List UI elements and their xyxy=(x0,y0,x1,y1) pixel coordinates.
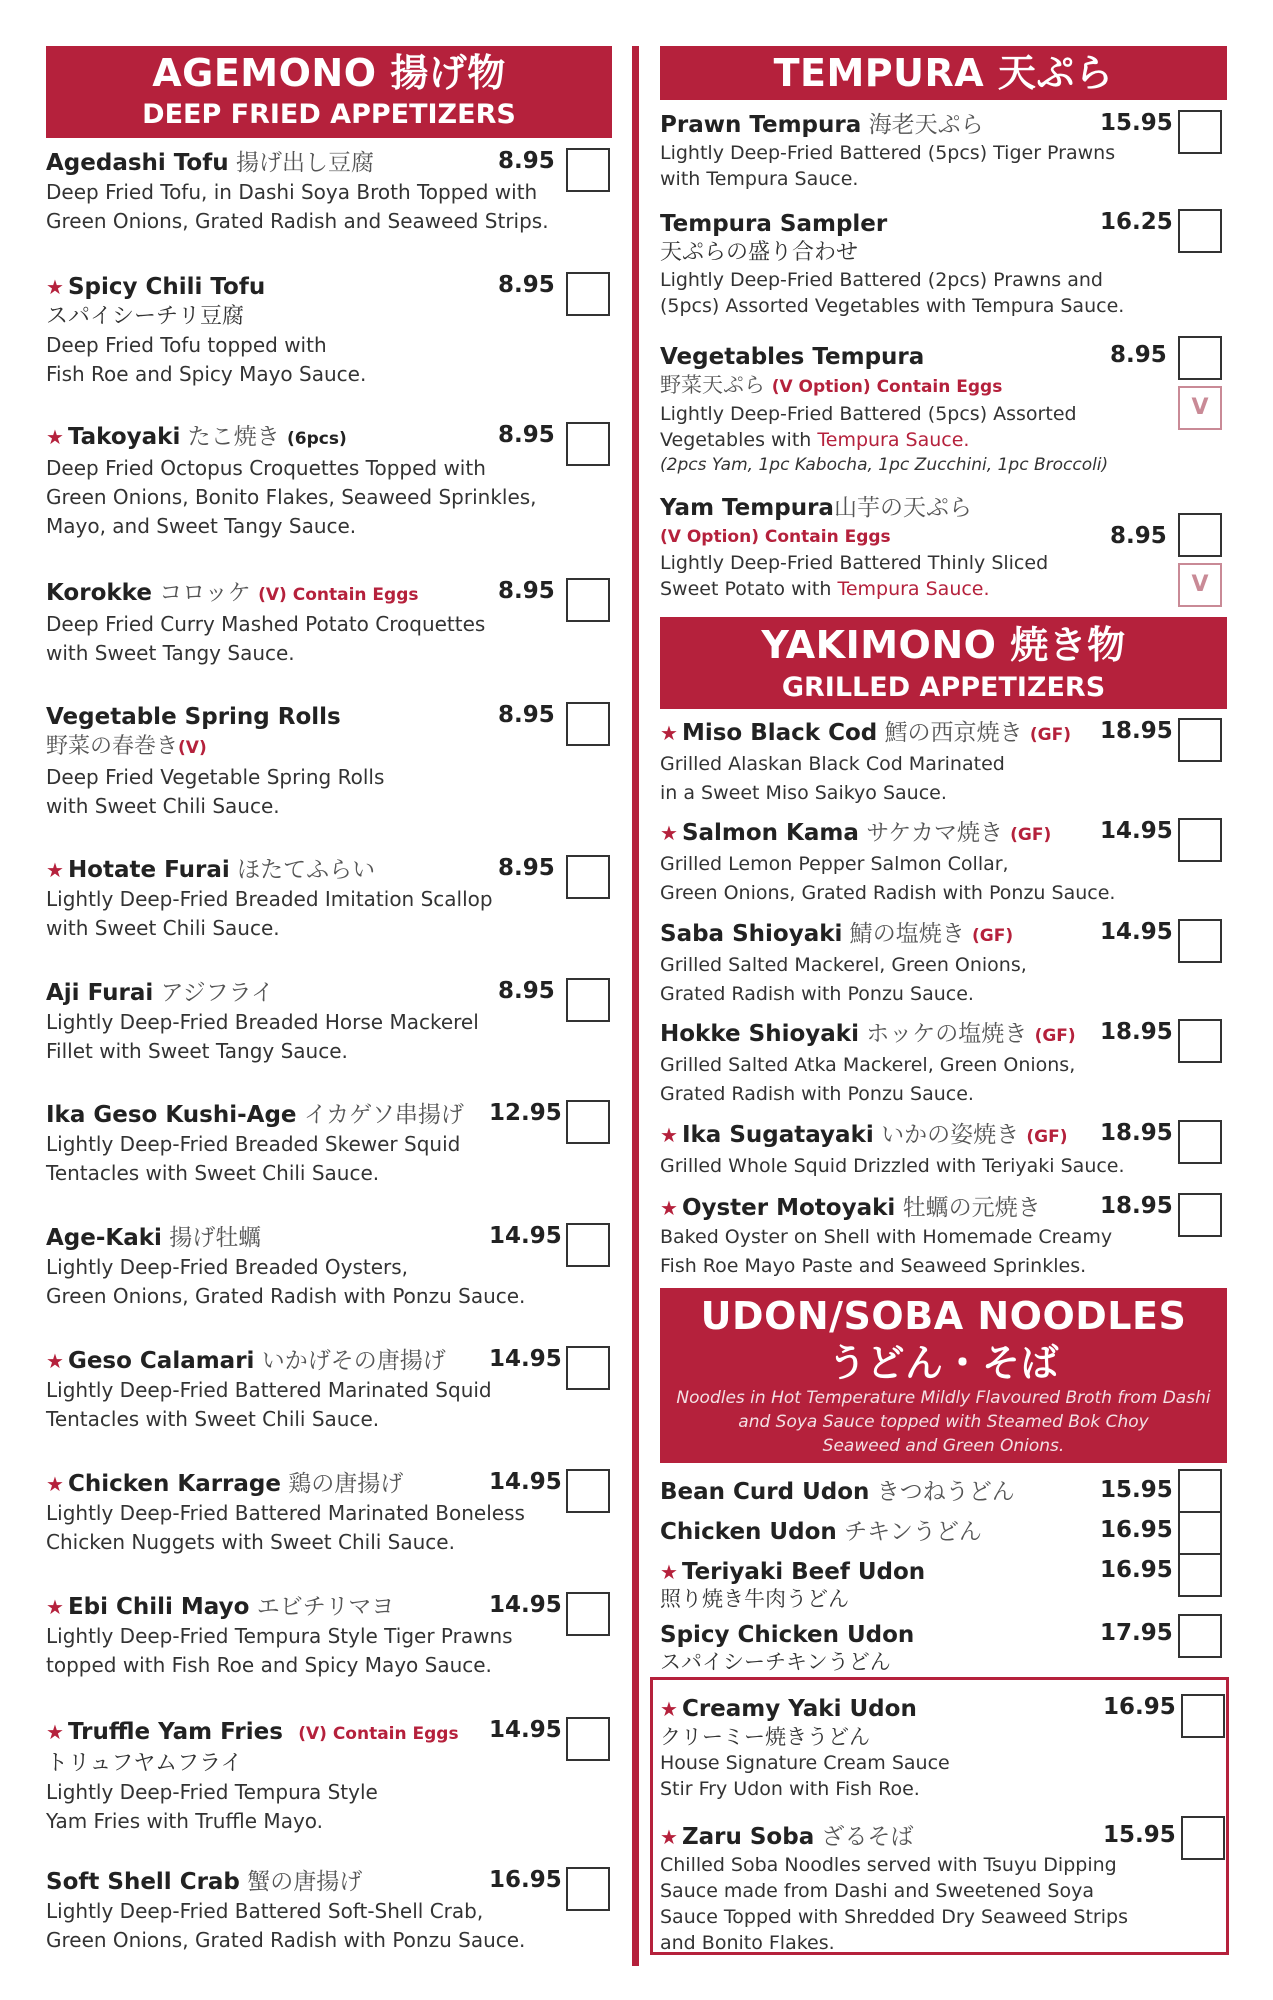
item-description: Tentacles with Sweet Chili Sauce. xyxy=(46,1407,380,1431)
menu-item-vegetables-tempura xyxy=(660,342,1227,477)
item-description: Lightly Deep-Fried Battered Marinated Boneless xyxy=(46,1501,525,1525)
item-name: Soft Shell Crab xyxy=(46,1869,240,1895)
item-price: 8.95 xyxy=(498,978,555,1004)
item-name: Tempura Sampler xyxy=(660,211,888,237)
item-price: 14.95 xyxy=(489,1717,562,1743)
item-description: Sauce made from Dashi and Sweetened Soya xyxy=(660,1880,1094,1902)
item-price: 15.95 xyxy=(1100,1477,1173,1503)
item-description: Deep Fried Tofu, in Dashi Soya Broth Topped with xyxy=(46,180,538,204)
item-name: Creamy Yaki Udon xyxy=(681,1696,917,1722)
udon-banner xyxy=(660,1288,1227,1463)
star-icon: ★ xyxy=(46,1349,64,1373)
order-checkbox[interactable] xyxy=(566,702,610,746)
item-name: Vegetables Tempura xyxy=(660,344,925,370)
item-jp-name: 蟹の唐揚げ xyxy=(247,1869,363,1895)
menu-item-geso-calamari xyxy=(46,1346,612,1434)
item-description: Green Onions, Grated Radish and Seaweed Strips. xyxy=(46,209,549,233)
item-tag: (V) Contain Eggs xyxy=(298,1724,459,1744)
item-description: Fish Roe Mayo Paste and Seaweed Sprinkles. xyxy=(660,1255,1087,1277)
order-checkbox[interactable] xyxy=(566,578,610,622)
item-name: Miso Black Cod xyxy=(681,720,878,746)
item-jp-name: スパイシーチキンうどん xyxy=(660,1650,891,1674)
menu-item-korokke xyxy=(46,578,612,668)
item-price: 18.95 xyxy=(1100,1120,1173,1146)
item-name: Hotate Furai xyxy=(67,857,230,883)
item-description: Grated Radish with Ponzu Sauce. xyxy=(660,983,974,1005)
star-icon: ★ xyxy=(660,821,678,845)
order-checkbox[interactable] xyxy=(1178,1019,1222,1063)
menu-item-tempura-sampler xyxy=(660,209,1227,319)
item-price: 8.95 xyxy=(1110,523,1167,549)
item-price: 16.95 xyxy=(1100,1557,1173,1583)
item-name: Aji Furai xyxy=(46,980,154,1006)
item-jp-name: 鯖の塩焼き xyxy=(849,921,965,947)
item-jp-name: ざるそば xyxy=(821,1824,914,1850)
item-name: Geso Calamari xyxy=(67,1348,255,1374)
menu-item-spicy-chicken-udon xyxy=(660,1620,1227,1674)
item-description: with Sweet Chili Sauce. xyxy=(46,794,280,818)
item-name: Korokke xyxy=(46,580,152,606)
item-description: Stir Fry Udon with Fish Roe. xyxy=(660,1778,920,1800)
item-tag: (GF) xyxy=(1026,1127,1068,1147)
udon-description: Noodles in Hot Temperature Mildly Flavoured Broth from Dashi xyxy=(676,1388,1211,1408)
item-description: Deep Fried Curry Mashed Potato Croquettes xyxy=(46,612,486,636)
menu-item-ika-sugatayaki xyxy=(660,1120,1227,1181)
order-checkbox[interactable] xyxy=(566,272,610,316)
item-jp-name: イカゲソ串揚げ xyxy=(303,1102,464,1128)
menu-item-chicken-udon xyxy=(660,1517,1227,1547)
item-note: (2pcs Yam, 1pc Kabocha, 1pc Zucchini, 1pc Broccoli) xyxy=(660,455,1109,475)
item-description: with Sweet Tangy Sauce. xyxy=(46,641,295,665)
menu-item-ebi-chili-mayo xyxy=(46,1592,612,1680)
item-price: 14.95 xyxy=(489,1223,562,1249)
item-price: 14.95 xyxy=(1100,818,1173,844)
star-icon: ★ xyxy=(660,1825,678,1849)
item-jp-name: いかの姿焼き xyxy=(881,1122,1020,1148)
item-price: 8.95 xyxy=(498,148,555,174)
order-checkbox[interactable] xyxy=(1178,110,1222,154)
item-tag: (V Option) Contain Eggs xyxy=(660,527,891,547)
menu-item-salmon-kama xyxy=(660,818,1227,908)
item-name: Oyster Motoyaki xyxy=(681,1195,896,1221)
order-checkbox[interactable] xyxy=(1178,513,1222,557)
item-description: Sweet Potato with Tempura Sauce. xyxy=(660,578,990,600)
item-jp-name: コロッケ xyxy=(159,580,251,606)
item-name: Teriyaki Beef Udon xyxy=(681,1559,926,1585)
order-checkbox[interactable] xyxy=(566,1100,610,1144)
menu-item-teriyaki-beef-udon xyxy=(660,1557,1227,1611)
item-price: 16.95 xyxy=(489,1867,562,1893)
item-jp-name: 山芋の天ぷら xyxy=(833,495,972,521)
item-name: Agedashi Tofu xyxy=(46,150,229,176)
item-description: Lightly Deep-Fried Tempura Style xyxy=(46,1780,378,1804)
item-description: Lightly Deep-Fried Battered Soft-Shell Crab, xyxy=(46,1899,484,1923)
menu-item-hotate-furai xyxy=(46,855,612,943)
item-name: Saba Shioyaki xyxy=(660,921,843,947)
item-tag: (GF) xyxy=(1010,825,1052,845)
item-jp-name: 揚げ牡蠣 xyxy=(169,1225,262,1251)
item-price: 14.95 xyxy=(489,1592,562,1618)
order-checkbox[interactable] xyxy=(1178,818,1222,862)
item-description: Grated Radish with Ponzu Sauce. xyxy=(660,1083,974,1105)
item-jp-name: クリーミー焼きうどん xyxy=(660,1725,870,1749)
item-name: Prawn Tempura xyxy=(660,112,862,138)
item-description: Vegetables with Tempura Sauce. xyxy=(660,429,970,451)
item-jp-name: いかげその唐揚げ xyxy=(261,1348,446,1374)
item-description: Chicken Nuggets with Sweet Chili Sauce. xyxy=(46,1530,455,1554)
agemono-banner xyxy=(46,46,612,138)
item-name: Zaru Soba xyxy=(681,1824,815,1850)
star-icon: ★ xyxy=(46,858,64,882)
item-description: Grilled Salted Mackerel, Green Onions, xyxy=(660,954,1027,976)
item-description: Tentacles with Sweet Chili Sauce. xyxy=(46,1161,380,1185)
item-description: Deep Fried Vegetable Spring Rolls xyxy=(46,765,385,789)
item-jp-name: きつねうどん xyxy=(876,1479,1015,1505)
item-jp-name: トリュフヤムフライ xyxy=(46,1751,243,1776)
signature-noodles-frame xyxy=(650,1677,1229,1955)
column-divider xyxy=(632,46,639,1966)
item-name: Bean Curd Udon xyxy=(660,1479,870,1505)
item-price: 16.95 xyxy=(1103,1694,1176,1720)
menu-item-yam-tempura xyxy=(660,493,1227,602)
menu-item-age-kaki xyxy=(46,1223,612,1311)
item-jp-name: 鱈の西京焼き xyxy=(884,720,1023,746)
item-name: Hokke Shioyaki xyxy=(660,1021,859,1047)
menu-item-takoyaki xyxy=(46,422,612,541)
item-price: 17.95 xyxy=(1100,1620,1173,1646)
menu-item-soft-shell-crab xyxy=(46,1867,612,1955)
menu-item-bean-curd-udon xyxy=(660,1477,1227,1507)
item-jp-name: スパイシーチリ豆腐 xyxy=(46,304,245,329)
item-price: 8.95 xyxy=(1110,342,1167,368)
order-checkbox[interactable] xyxy=(1178,1120,1222,1164)
order-checkbox[interactable] xyxy=(1181,1694,1225,1738)
item-jp-name: 鶏の唐揚げ xyxy=(288,1471,404,1497)
udon-jp-title: うどん・そば xyxy=(827,1341,1059,1385)
udon-description: and Soya Sauce topped with Steamed Bok Choy xyxy=(738,1412,1149,1432)
item-description: Mayo, and Sweet Tangy Sauce. xyxy=(46,514,357,538)
item-price: 8.95 xyxy=(498,422,555,448)
item-name: Spicy Chili Tofu xyxy=(67,274,266,300)
item-price: 15.95 xyxy=(1100,110,1173,136)
item-name: Vegetable Spring Rolls xyxy=(46,704,341,730)
item-jp-name: たこ焼き xyxy=(187,424,280,450)
order-checkbox[interactable] xyxy=(1178,919,1222,963)
menu-item-hokke-shioyaki xyxy=(660,1019,1227,1109)
item-description: Green Onions, Grated Radish with Ponzu Sauce. xyxy=(46,1284,526,1308)
order-checkbox[interactable] xyxy=(1178,1553,1222,1597)
item-price: 14.95 xyxy=(489,1346,562,1372)
item-jp-name: 牡蠣の元焼き xyxy=(902,1195,1041,1221)
item-description: Grilled Whole Squid Drizzled with Teriyaki Sauce. xyxy=(660,1155,1125,1177)
item-description: Chilled Soba Noodles served with Tsuyu Dipping xyxy=(660,1854,1117,1876)
item-price: 18.95 xyxy=(1100,1193,1173,1219)
order-checkbox[interactable] xyxy=(1181,1816,1225,1860)
item-description: Lightly Deep-Fried Battered (2pcs) Prawns and xyxy=(660,269,1103,291)
udon-description: Seaweed and Green Onions. xyxy=(822,1436,1065,1456)
item-name: Salmon Kama xyxy=(681,820,859,846)
item-description: Green Onions, Bonito Flakes, Seaweed Sprinkles, xyxy=(46,485,537,509)
item-description: Deep Fried Octopus Croquettes Topped with xyxy=(46,456,486,480)
item-description: Yam Fries with Truffle Mayo. xyxy=(46,1809,324,1833)
star-icon: ★ xyxy=(660,1196,678,1220)
item-description: Lightly Deep-Fried Battered (5pcs) Assorted xyxy=(660,403,1077,425)
star-icon: ★ xyxy=(46,425,64,449)
item-price: 15.95 xyxy=(1103,1822,1176,1848)
order-checkbox[interactable] xyxy=(1178,209,1222,253)
menu-item-saba-shioyaki xyxy=(660,919,1227,1009)
menu-item-creamy-yaki-udon xyxy=(660,1694,1219,1802)
item-description: topped with Fish Roe and Spicy Mayo Sauce. xyxy=(46,1653,492,1677)
star-icon: ★ xyxy=(46,1472,64,1496)
item-description: Lightly Deep-Fried Breaded Horse Mackerel xyxy=(46,1010,479,1034)
order-checkbox[interactable] xyxy=(566,148,610,192)
order-checkbox[interactable] xyxy=(566,1592,610,1636)
order-checkbox[interactable] xyxy=(1178,336,1222,380)
order-checkbox[interactable] xyxy=(1178,1614,1222,1658)
item-description: Green Onions, Grated Radish with Ponzu Sauce. xyxy=(660,882,1116,904)
item-description: Lightly Deep-Fried Battered Thinly Sliced xyxy=(660,552,1049,574)
item-description: Deep Fried Tofu topped with xyxy=(46,333,327,357)
item-jp-name: エビチリマヨ xyxy=(256,1594,395,1620)
order-checkbox[interactable] xyxy=(566,855,610,899)
item-jp-name: ホッケの塩焼き xyxy=(866,1021,1028,1047)
star-icon: ★ xyxy=(46,1595,64,1619)
tempura-banner xyxy=(660,46,1227,100)
item-price: 18.95 xyxy=(1100,718,1173,744)
item-description: Lightly Deep-Fried Breaded Imitation Scallop xyxy=(46,887,493,911)
order-checkbox[interactable] xyxy=(566,978,610,1022)
item-price: 8.95 xyxy=(498,272,555,298)
item-name: Yam Tempura xyxy=(660,495,834,521)
item-jp-name: 野菜天ぷら xyxy=(660,373,765,397)
item-jp-name: 照り焼き牛肉うどん xyxy=(660,1587,849,1611)
item-price: 12.95 xyxy=(489,1100,562,1126)
item-name: Age-Kaki xyxy=(46,1225,162,1251)
item-tag: (V) Contain Eggs xyxy=(258,585,419,605)
item-jp-name: 海老天ぷら xyxy=(868,112,984,138)
item-name: Ebi Chili Mayo xyxy=(67,1594,250,1620)
item-price: 14.95 xyxy=(489,1469,562,1495)
item-description: Grilled Alaskan Black Cod Marinated xyxy=(660,753,1005,775)
order-checkbox[interactable] xyxy=(566,1223,610,1267)
order-checkbox[interactable] xyxy=(1178,1469,1222,1513)
item-name: Ika Geso Kushi-Age xyxy=(46,1102,297,1128)
item-description: with Tempura Sauce. xyxy=(660,168,859,190)
item-price: 18.95 xyxy=(1100,1019,1173,1045)
item-price: 16.95 xyxy=(1100,1517,1173,1543)
menu-item-oyster-motoyaki xyxy=(660,1193,1227,1281)
item-price: 8.95 xyxy=(498,855,555,881)
order-checkbox[interactable] xyxy=(1178,1511,1222,1555)
item-jp-name: アジフライ xyxy=(160,980,274,1006)
item-description: Grilled Lemon Pepper Salmon Collar, xyxy=(660,853,1009,875)
item-tag: (GF) xyxy=(1034,1026,1076,1046)
item-description: with Sweet Chili Sauce. xyxy=(46,916,280,940)
item-description: Fish Roe and Spicy Mayo Sauce. xyxy=(46,362,367,386)
vegetarian-option-box[interactable]: V xyxy=(1178,563,1222,607)
item-tag: (GF) xyxy=(972,926,1014,946)
agemono-title: AGEMONO 揚げ物 xyxy=(152,51,506,95)
item-description: Fillet with Sweet Tangy Sauce. xyxy=(46,1039,348,1063)
star-icon: ★ xyxy=(660,1697,678,1721)
star-icon: ★ xyxy=(660,1123,678,1147)
item-jp-name: 天ぷらの盛り合わせ xyxy=(660,240,859,265)
item-tag: (V) xyxy=(178,738,207,758)
menu-item-ika-geso-kushi-age xyxy=(46,1100,612,1188)
item-description: Green Onions, Grated Radish with Ponzu Sauce. xyxy=(46,1928,526,1952)
item-description: and Bonito Flakes. xyxy=(660,1932,835,1954)
menu-item-aji-furai xyxy=(46,978,612,1066)
yakimono-subtitle: GRILLED APPETIZERS xyxy=(781,672,1106,703)
yakimono-banner xyxy=(660,617,1227,709)
item-description: Sauce Topped with Shredded Dry Seaweed Strips xyxy=(660,1906,1128,1928)
udon-title: UDON/SOBA NOODLES xyxy=(700,1294,1187,1338)
star-icon: ★ xyxy=(660,721,678,745)
order-checkbox[interactable] xyxy=(566,1346,610,1390)
item-jp-name: サケカマ焼き xyxy=(866,820,1003,846)
item-name: Takoyaki xyxy=(67,424,181,450)
order-checkbox[interactable] xyxy=(566,1469,610,1513)
menu-item-vegetable-spring-rolls xyxy=(46,702,612,821)
item-price: 16.25 xyxy=(1100,209,1173,235)
item-name: Chicken Karrage xyxy=(67,1471,281,1497)
item-jp-name: ほたてふらい xyxy=(237,857,376,883)
item-description: Grilled Salted Atka Mackerel, Green Onions, xyxy=(660,1054,1076,1076)
item-jp-name: 野菜の春巻き xyxy=(46,734,179,759)
vegetarian-option-box[interactable]: V xyxy=(1178,386,1222,430)
item-name: Ika Sugatayaki xyxy=(681,1122,874,1148)
item-description: Lightly Deep-Fried Breaded Skewer Squid xyxy=(46,1132,461,1156)
item-jp-name: チキンうどん xyxy=(844,1519,982,1545)
item-description: Baked Oyster on Shell with Homemade Creamy xyxy=(660,1226,1113,1248)
order-checkbox[interactable] xyxy=(566,1867,610,1911)
item-description: in a Sweet Miso Saikyo Sauce. xyxy=(660,782,947,804)
yakimono-title: YAKIMONO 焼き物 xyxy=(761,623,1126,667)
menu-item-zaru-soba xyxy=(660,1822,1219,1956)
menu-item-miso-black-cod xyxy=(660,718,1227,808)
item-qty: (6pcs) xyxy=(286,429,347,449)
star-icon: ★ xyxy=(46,275,64,299)
item-name: Spicy Chicken Udon xyxy=(660,1622,915,1648)
star-icon: ★ xyxy=(46,1720,64,1744)
order-checkbox[interactable] xyxy=(1178,1193,1222,1237)
item-description: House Signature Cream Sauce xyxy=(660,1752,950,1774)
menu-item-truffle-yam-fries xyxy=(46,1717,612,1836)
item-description: Lightly Deep-Fried Breaded Oysters, xyxy=(46,1255,409,1279)
item-description: (5pcs) Assorted Vegetables with Tempura Sauce. xyxy=(660,295,1125,317)
item-jp-name: 揚げ出し豆腐 xyxy=(235,150,374,176)
order-checkbox[interactable] xyxy=(1178,718,1222,762)
item-name: Truffle Yam Fries xyxy=(67,1719,283,1745)
star-icon: ★ xyxy=(660,1560,678,1584)
item-description: Lightly Deep-Fried Tempura Style Tiger Prawns xyxy=(46,1624,513,1648)
menu-item-agedashi-tofu xyxy=(46,148,612,236)
item-price: 8.95 xyxy=(498,702,555,728)
item-price: 14.95 xyxy=(1100,919,1173,945)
item-price: 8.95 xyxy=(498,578,555,604)
order-checkbox[interactable] xyxy=(566,1717,610,1761)
item-description: Lightly Deep-Fried Battered (5pcs) Tiger Prawns xyxy=(660,142,1116,164)
item-name: Chicken Udon xyxy=(660,1519,837,1545)
tempura-title: TEMPURA 天ぷら xyxy=(773,51,1114,95)
item-tag: (V Option) Contain Eggs xyxy=(771,377,1003,397)
agemono-subtitle: DEEP FRIED APPETIZERS xyxy=(142,99,516,130)
menu-item-prawn-tempura xyxy=(660,110,1227,192)
menu-item-spicy-chili-tofu xyxy=(46,272,612,389)
order-checkbox[interactable] xyxy=(566,422,610,466)
item-description: Lightly Deep-Fried Battered Marinated Squid xyxy=(46,1378,492,1402)
menu-item-chicken-karrage xyxy=(46,1469,612,1557)
item-tag: (GF) xyxy=(1029,725,1071,745)
